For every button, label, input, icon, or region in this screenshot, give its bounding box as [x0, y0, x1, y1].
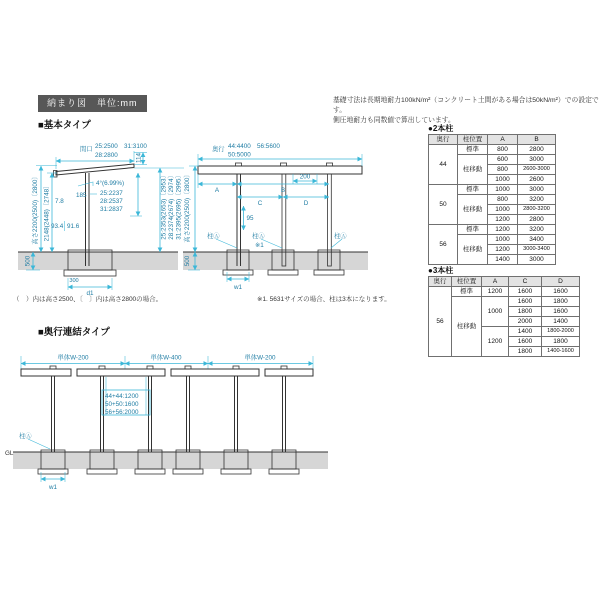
dim-d1: d1	[86, 290, 94, 297]
side-dim-w1: w1	[233, 284, 243, 291]
okuyuki-dim-line1: 44:4400 56:5600	[228, 143, 280, 150]
table-cell: 1800	[542, 297, 580, 307]
table-cell: 1000	[488, 205, 518, 215]
table-cell: 3200	[518, 195, 556, 205]
renketsu-dim-w1: w1	[48, 484, 58, 491]
front-roof	[54, 164, 135, 177]
column-header: A	[488, 135, 518, 145]
dim-91-6: 91.6	[67, 223, 80, 230]
section-title-renketsu: ■奥行連結タイプ	[38, 327, 110, 338]
table-cell: 800	[488, 145, 518, 155]
inner-height-3: 31:2837	[100, 206, 123, 213]
table-cell: 1200	[488, 215, 518, 225]
right-height-3: 31:2395(2695)〔2995〕	[175, 172, 183, 240]
table-cell: 1800	[509, 347, 542, 357]
table-cell: 3000	[518, 185, 556, 195]
table-cell: 1400	[509, 327, 542, 337]
table-cell: 2800-3200	[518, 205, 556, 215]
table-cell: 50	[429, 185, 458, 225]
table-cell: 1800-2000	[542, 327, 580, 337]
table-cell: 2000	[509, 317, 542, 327]
table-cell: 600	[488, 155, 518, 165]
table-cell: 3200	[518, 225, 556, 235]
combo-dim-2: 50+50:1600	[105, 401, 139, 408]
combo-dim-3: 56+56:2000	[105, 409, 139, 416]
table-cell: 1200	[488, 225, 518, 235]
table-cell: 3000	[518, 255, 556, 265]
table-cell: 1200	[482, 287, 509, 297]
right-height-1: 25:2353(2653)〔2953〕	[160, 172, 168, 240]
table-cell: 44	[429, 145, 458, 185]
renketsu-span-2: 単体W-400	[150, 354, 182, 362]
table-cell: 1000	[488, 185, 518, 195]
table-cell: 1600	[542, 287, 580, 297]
table-cell: 1200	[488, 245, 518, 255]
renketsu-post-label: 柱Ⓐ	[19, 433, 32, 440]
renketsu-span-1: 単体W-200	[57, 354, 89, 362]
renketsu-roofs	[21, 366, 313, 376]
table-cell: 柱移動	[458, 235, 488, 265]
front-dim-500: 500	[24, 255, 32, 267]
front-height-post: 2148(2448)〔2748〕	[43, 182, 51, 242]
slope-label: 4°(6.99%)	[96, 180, 125, 187]
column-header: B	[518, 135, 556, 145]
dim-185: 185	[76, 192, 87, 199]
table-cell: 柱移動	[452, 297, 482, 357]
table-cell: 1000	[488, 175, 518, 185]
foundation-note-line1: 基礎寸法は長期地耐力100kN/m²（コンクリート土間がある場合は50kN/m²）での設定です。	[333, 97, 599, 115]
side-view-diagram	[182, 143, 368, 291]
table-cell: 標準	[458, 145, 488, 155]
okuyuki-label: 奥行	[212, 146, 225, 153]
table-cell: 1600	[509, 287, 542, 297]
gl-label: GL	[5, 450, 14, 457]
column-header: C	[509, 277, 542, 287]
table-title-three-post: ●3本柱	[428, 266, 454, 275]
table-cell: 標準	[458, 185, 488, 195]
post-label-middle: 柱Ⓐ	[252, 233, 265, 240]
column-header: 柱位置	[452, 277, 482, 287]
dim-93-4: 93.4	[51, 223, 64, 230]
table-cell: 2600-3000	[518, 165, 556, 175]
table-cell: 2600	[518, 175, 556, 185]
maguchi-dim-line1: 25:2500 31:3100	[95, 143, 147, 150]
table-cell: 1600	[509, 337, 542, 347]
table-cell: 1600	[542, 307, 580, 317]
post-label-right: 柱Ⓐ	[334, 233, 347, 240]
renketsu-span-3: 単体W-200	[244, 354, 276, 362]
column-header: 奥行	[429, 277, 452, 287]
table-cell: 56	[429, 287, 452, 357]
table-cell: 1000	[482, 297, 509, 327]
front-height-total: 高さ2200(2500)〔2800〕	[32, 173, 39, 245]
span-d: D	[303, 200, 309, 207]
section-title-basic: ■基本タイプ	[38, 120, 91, 131]
table-cell: 800	[488, 165, 518, 175]
span-b: B	[280, 187, 286, 194]
table-cell: 柱移動	[458, 155, 488, 185]
maguchi-dim-line2: 28:2800	[95, 152, 118, 159]
dim-200: 200	[299, 173, 311, 181]
table-cell: 1400	[488, 255, 518, 265]
renketsu-ground	[13, 452, 328, 469]
dim-95: 95	[246, 215, 254, 222]
footnote-three-posts: ※1. 5631サイズの場合、柱は3本になります。	[257, 296, 391, 303]
post-label-left: 柱Ⓐ	[207, 233, 220, 240]
table-cell: 1000	[488, 235, 518, 245]
table-cell: 1800	[542, 337, 580, 347]
table-cell: 1400-1600	[542, 347, 580, 357]
table-cell: 柱移動	[458, 195, 488, 225]
front-ground	[18, 252, 178, 270]
side-height-total: 高さ2200(2500)〔2800〕	[184, 171, 191, 243]
table-cell: 2800	[518, 145, 556, 155]
side-dim-500: 500	[184, 255, 191, 267]
column-header: 柱位置	[458, 135, 488, 145]
dim-300: 300	[69, 278, 79, 284]
table-cell: 3000-3400	[518, 245, 556, 255]
table-title-two-post: ●2本柱	[428, 124, 454, 133]
footnote-brackets: （ ）内は高さ2500、〔 〕内は高さ2800の場合。	[13, 296, 163, 303]
maguchi-label: 間口	[80, 146, 93, 153]
right-height-2: 28:2374(2674)〔2974〕	[168, 172, 175, 240]
column-header: D	[542, 277, 580, 287]
table-cell: 1600	[509, 297, 542, 307]
note-ref-1: ※1	[255, 242, 264, 249]
table-cell: 2800	[518, 215, 556, 225]
title-badge: 納まり図 単位:mm	[38, 95, 147, 112]
table-cell: 1800	[509, 307, 542, 317]
combined-dim-box	[102, 377, 150, 416]
dim-114: 114	[135, 152, 143, 164]
inner-height-1: 25:2237	[100, 190, 123, 197]
renketsu-diagram	[5, 353, 328, 492]
inner-height-2: 28:2537	[100, 198, 123, 205]
dim-7-8: 7.8	[55, 198, 64, 205]
side-roof	[198, 163, 362, 174]
table-cell: 3400	[518, 235, 556, 245]
table-cell: 800	[488, 195, 518, 205]
front-view-diagram	[18, 143, 184, 297]
combo-dim-1: 44+44:1200	[105, 393, 139, 400]
okuyuki-dim-line2: 50:5000	[228, 151, 251, 159]
span-a: A	[214, 187, 220, 194]
column-header: 奥行	[429, 135, 458, 145]
foundation-note-line2: 側圧地耐力も同数値で算出しています。	[333, 117, 455, 125]
table-cell: 3000	[518, 155, 556, 165]
table-cell: 標準	[458, 225, 488, 235]
table-cell: 1400	[542, 317, 580, 327]
table-cell: 56	[429, 225, 458, 265]
span-c: C	[257, 200, 263, 207]
table-cell: 1200	[482, 327, 509, 357]
column-header: A	[482, 277, 509, 287]
table-cell: 標準	[452, 287, 482, 297]
